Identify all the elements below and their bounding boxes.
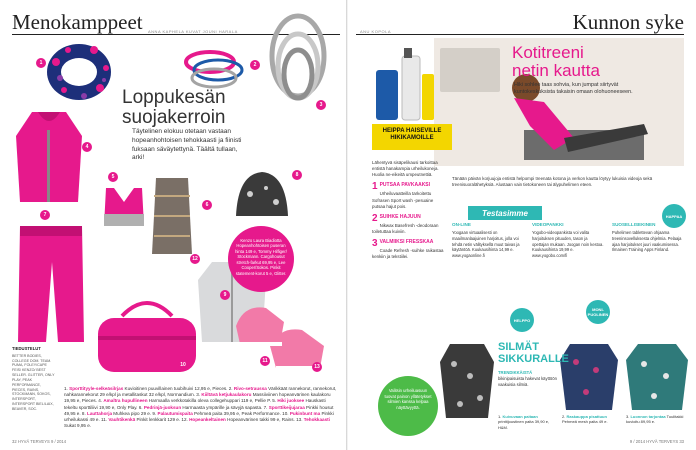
tip-text: Urheiluvaatteilla tarkoitettu Sofrasen Sport wash -pesuaine putsaa hajut pois. [372,191,434,209]
tip-title-text: PUTSAA PAVKAAKSI [379,182,431,189]
item-number: 9 [220,290,230,300]
column-text: Puhelimen tablettevan ohjaama treeninsovelluksesta ohjelmia. Pelaaja ajaa harjoitukset juuri vaakumisessa. Ilmainen Training Apps Finland. [612,230,682,253]
item-number: 8 [292,170,302,180]
top-image [150,176,194,256]
tip-title [372,181,446,193]
caption-num: 6. [138,404,143,410]
caption-label: Sporttityyle-selkeäsilrjas [69,386,124,391]
caption-num: 13. [296,416,303,422]
byline: ANNA KAPHELA KUVAT JOUNI HARALA [148,29,238,34]
caption-num: 4. [98,398,103,404]
caption-num: 2. [562,414,566,419]
caption-label: Amaltra hupullineen [103,398,148,404]
eyes-title-line: SILMÄT [498,341,539,353]
hoodie-image [12,106,86,206]
main-heading [122,88,226,128]
caption-label: Kiiltävä ketjukaulakoru [201,392,252,398]
beanie-image [232,168,292,220]
item-number: 10 [178,360,188,370]
caption-text: Tuulitakki kuvioitu 89,95 e. [626,414,684,425]
item-number: 1 [36,58,46,68]
test-column [532,222,604,259]
item-number: 12 [190,254,200,264]
tip-text: Nikwax Basefresh -deodoraan toiletuttaa kuiviin. [372,222,439,235]
article-intro: Tänään päivän korjuujoja entistä helpompi treenata kotona ja verkon kautta löytyy lukuisia videoja sekä treenisuoralähetyksiä. Alustaan vain tietokoneen tai älypuhelimen eteen. [452,176,653,188]
caption-text: Sukat 9,95 e. [64,423,92,429]
tip-title [372,238,446,250]
caption-label: Kuivuvaan paitaan [502,414,538,419]
item-number: 7 [40,210,50,220]
washing-intro: Lähentyvä sisäpelikausi tarkoittaa entistä hanakampia urheilukoneja. Huolia ne-eikeitä umpeutnettiä. [372,160,439,178]
byline: ANU KOPOLA [360,29,392,34]
sports-bra-image [100,186,148,230]
caption-label: Pukinbunt ma [289,410,321,416]
eyes-section-text [498,370,558,388]
product-captions [64,386,340,429]
section-title: Kunnon syke [572,10,684,34]
hero-subtitle: Hiki sohlee taas sohvia, kun jumpat siirtyvät kuntokeskuksista takaisin omaan olohuoneeseen. [514,82,633,96]
caption-text: Massiiviinen hopeanvärinen kaulakoru 19,95 e, Pieces. [64,392,331,404]
caption-text: Kuvioitinen puuvillainen tuubihuivi 12,95 e, Pieces. [123,386,228,391]
caption-label: Luonnon tarjontaa [630,414,666,419]
column-title: VIDEOPANKKI [532,222,564,227]
column-text: Yoogaan virtuaalisesti on maailmanlaajuinen harjoitus, jolla voi tehdä netin välityksellä muut taivas ja käytäntöä. Kuukausihinta 14,99 e. www.yogaonline.fi [452,230,520,258]
caption-num: 7. [263,404,268,410]
caption-num: 3. [196,392,201,398]
pants-image [14,222,88,346]
eyes-sub-text: bikinipaisuista hakevat käyttöön vaakuisia silmiä. [498,375,557,387]
item-number: 4 [82,142,92,152]
right-page [348,0,696,450]
caption-num: 2. [228,386,233,391]
tip-number: 2 [372,212,378,224]
caption-text: Hauskasti tekeltu sporttiliivi 19,90 e, Only Play. [64,398,326,410]
shirt-image [440,340,494,420]
hero-title-line: netin kautta [512,60,600,80]
item-number: 6 [202,200,212,210]
tip-callout-circle: Valitsin urheiluasuun tuovat painon yllätetykset silmien kanssa kelpaa näyttävyyttä. [378,376,438,436]
hero-title [512,44,600,80]
caption-label: Raskauppa pisattuun [566,414,607,419]
page-folio: 32 HYVÄ TERVEYS 9 / 2014 [12,439,67,444]
caption-text: Pinkit lenkkarit 129 e. [135,416,181,422]
heading-line: Loppukesän [122,87,226,108]
item-number: 13 [312,362,322,372]
caption-label: Tehokkaasti [303,416,330,422]
caption-label: Sporttikeijujaraa [268,404,305,410]
caption-num: 1. [498,414,502,419]
title-rule [356,34,684,35]
caption-text: Pehmeä paita 39,95 e, Peak Performance. [192,410,281,416]
monipuolinen-badge: MONI-PUOLINEN [586,300,610,324]
sidebar-title: TIEDUSTELUT [12,346,41,351]
caption-text: Hopeanvärinen takki 99 e, Rains. [225,416,295,422]
product-callout-circle: Kenzo Laura Biadiotta Hopeanhohtoisen puseran hinta 149 e, Tommy Hilfiger/ Stockmann. Cargohousut stretch-farkut 69,95 e, Lee Cooper/Sokos. Pinkit statement-korut 5 e, Glitter. [228,226,294,292]
washing-tips-tag: HEIPPA HAISEVILLE HIKIKAMOILLE [372,124,452,150]
jacket-image [626,340,688,412]
caption-text: Harmaalla verkkotakilla oleva collegehuppari 119 e, Pellie P. [147,398,271,404]
caption-label: Vauhtikenkä [108,416,136,422]
caption-label: Hiki juoksee [277,398,305,404]
shoes-image [230,286,330,372]
hero-title-line: Kotitreeni [512,43,584,62]
column-text: Yogobo-videopankista voi valita harjoituksen pituuden, tason ja opettajan mukaan. Joogan noin kestoa. Kuukausihinta 19,99 e. www.yogobo.com/fi [532,230,604,258]
necklace-image [262,8,334,114]
tip-number: 1 [372,181,378,193]
sidebar-info [12,346,56,412]
eyes-section-title [498,342,569,365]
caption-label: Lauttahorja [87,410,113,416]
item-number: 5 [108,172,118,182]
caption-text: printtijoustinen paita 39,90 e, H&M. [498,419,550,430]
bracelets-image [180,40,250,92]
column-title: SUOSELLISEKINEN [612,222,656,227]
tested-heading: Testasimme [468,206,542,220]
heading-line: suojakerroin [122,106,226,128]
caption-label: Rivo-setraussa [233,386,267,391]
caption-text: Pinkki urheilukassi 49 e. [64,410,334,422]
caption-num: 3. [626,414,630,419]
shirt-caption [498,414,558,430]
tip-number: 3 [372,238,378,250]
item-number: 3 [316,100,326,110]
item-number: 2 [250,60,260,70]
caption-text: Värikkäät rannekorut, rannekorut, nahkarannekorut 29 e/kpl ja metallitaskut 32 e/kpl, Normandium. [64,386,337,398]
item-number: 11 [260,356,270,366]
eyes-title-line: SIKKURALLE [498,352,569,365]
eyes-sub-label: TRENDIKKÄISTÄ [498,370,533,375]
caption-num: 8. [81,410,86,416]
caption-text: Muhkea pipo 29 e. [112,410,152,416]
caption-num: 9. [152,410,157,416]
caption-num: 11. [101,416,108,422]
caption-text: Harmaasta ympärille ja sävyjä sapasta. [181,404,263,410]
test-column [452,222,524,259]
section-title: Menokamppeet [12,10,143,34]
caption-num: 1. [64,386,68,391]
caption-num: 5. [272,398,277,404]
happaa-badge: HAPPAA [662,204,686,228]
scarf-image [44,40,114,104]
caption-text: Pehmeä mesh paita 49 e. [562,419,608,425]
caption-num: 10. [282,410,289,416]
lead-text: Täytelinen elokuu otetaan vastaan hopeanhohtoisen tehokkaasti ja fiinisti fuksaan säväytettynä. Täältä tullaan, arki! [132,128,242,162]
page-folio: 9 / 2014 HYVÄ TERVEYS 33 [629,439,684,444]
caption-num: 12. [181,416,188,422]
tip-title-text: VALMIIKSI FRESSKAA [379,239,434,246]
tip-text: Coade Refresh -suihke raikastaa kenkiin ja tekstiilei. [372,248,444,260]
tip-title [372,212,446,224]
column-title: ON-LINE [452,222,471,227]
detergent-bottles-image [372,40,436,122]
tip-title-text: SUIHKE HAJUUN [379,213,421,220]
washing-tips-column [372,160,446,261]
shirt-caption [562,414,622,425]
caption-text: Pinkki housut 49,95 e. [64,404,334,416]
caption-label: Palautumispaita [157,410,193,416]
caption-label: Hopeankeltainen [189,416,226,422]
shirt-caption [626,414,686,425]
helppo-badge: HELPPO [510,308,534,332]
sidebar-text: BETTER BODIES, COLLEGE DOM. TEAM. PUMA, FOLEY/CAPE FEIS/ KENZO/ BEST SELLER. GLITTER, ONLY PLAY, PEAK PERFORMANCE, PIECES, RAINS, STOCKMANN, SOKOS, INTERSPORT, INTERSPORT BIEL/LAIX, BEAVER, SOC. [12,353,55,411]
caption-label: Pedrinjä-juoksun [143,404,182,410]
